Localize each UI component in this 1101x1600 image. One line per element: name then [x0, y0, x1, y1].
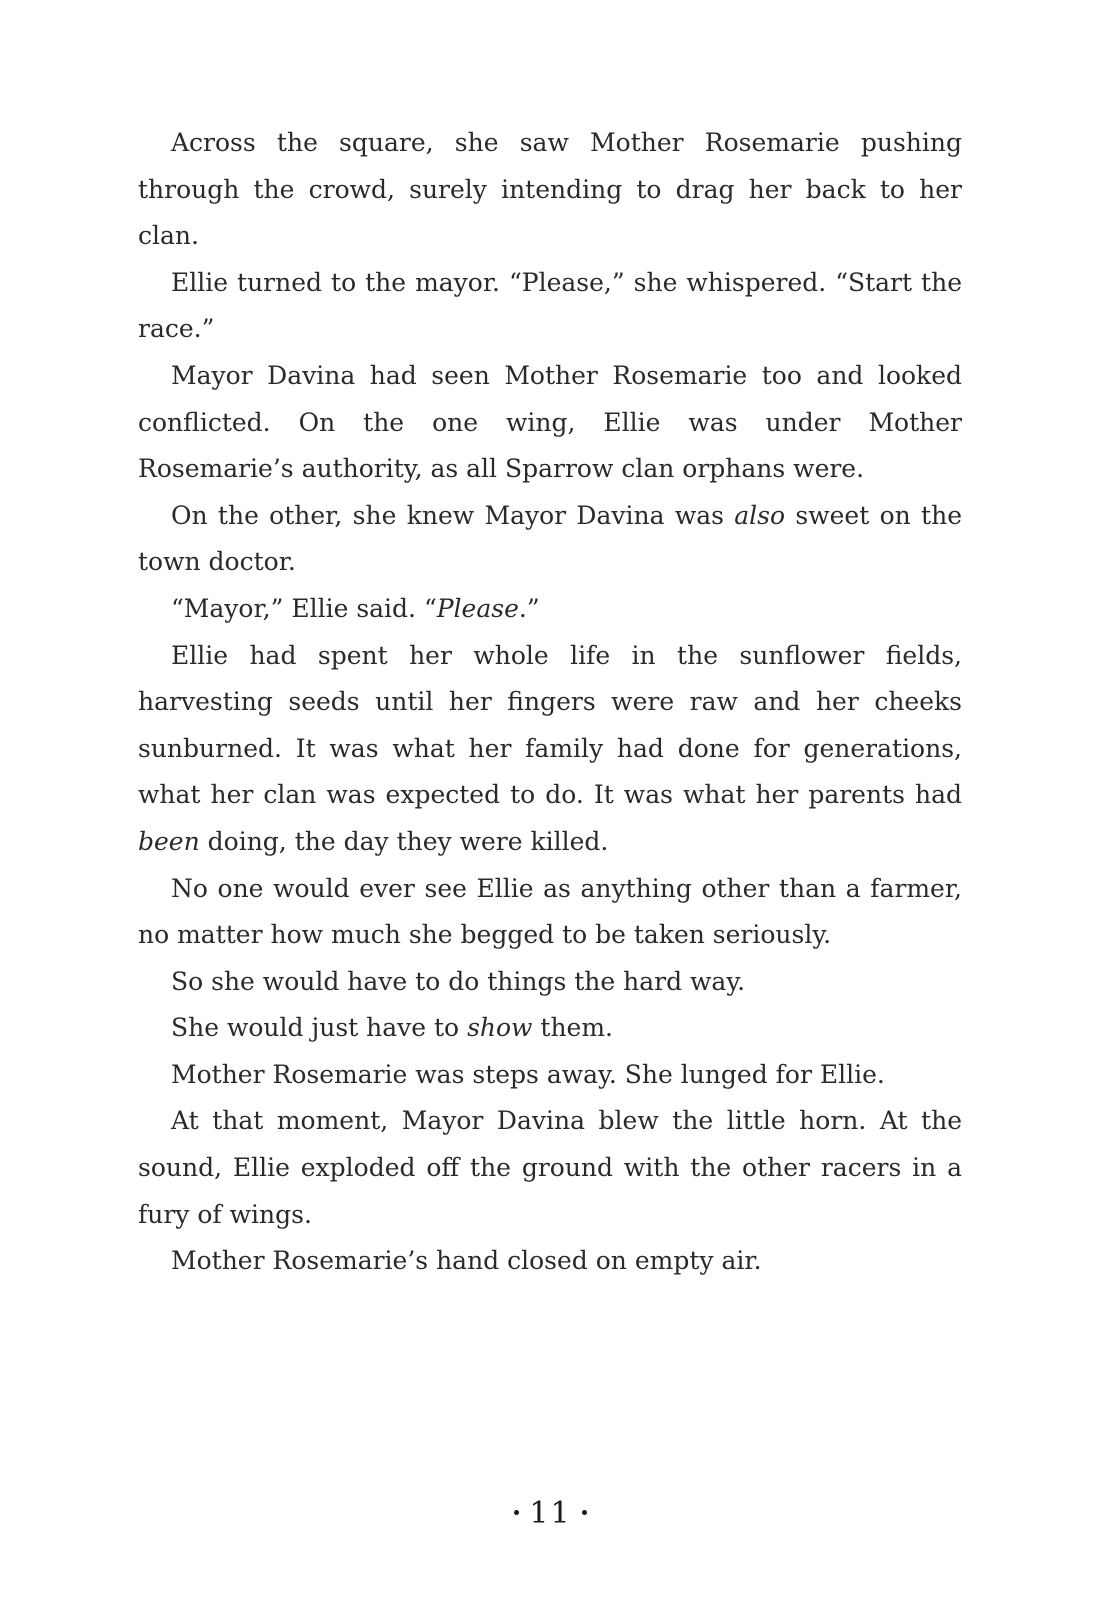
page-number [0, 1496, 1101, 1531]
italic-text: also [734, 500, 786, 530]
paragraph [138, 586, 962, 633]
text-run: sweet on the town doctor. [138, 500, 962, 577]
paragraph [138, 1052, 962, 1099]
text-run: them. [532, 1013, 613, 1043]
italic-text: show [467, 1013, 533, 1043]
italic-text: Please [436, 593, 519, 623]
text-run: Mayor Davina had seen Mother Rosemarie too and looked conflicted. On the one wing, Ellie was under Mother Rosemarie’s authority, as all Sparrow clan orphans were. [138, 360, 962, 484]
text-run: So she would have to do things the hard way. [171, 966, 746, 996]
paragraph [138, 633, 962, 866]
text-run: Ellie had spent her whole life in the sunflower fields, harvesting seeds until her fingers were raw and her cheeks sunburned. It was what her family had done for generations, what her clan was expected to do. It was what her parents had [138, 640, 962, 810]
paragraph [138, 120, 962, 260]
paragraph [138, 493, 962, 586]
text-run: doing, the day they were killed. [199, 826, 609, 856]
left-dot-ornament [514, 1510, 519, 1515]
text-run: .” [518, 593, 540, 623]
text-run: Across the square, she saw Mother Rosemarie pushing through the crowd, surely intending to drag her back to her clan. [138, 128, 962, 251]
text-run: On the other, she knew Mayor Davina was [171, 500, 735, 530]
paragraph [138, 1005, 962, 1052]
italic-text: been [138, 826, 200, 856]
page-number-value: 11 [529, 1496, 572, 1531]
paragraph [138, 353, 962, 493]
paragraph [138, 1238, 962, 1285]
text-run: She would just have to [171, 1013, 468, 1043]
text-run: At that moment, Mayor Davina blew the little horn. At the sound, Ellie exploded off the ground with the other racers in a fury of wings. [138, 1106, 962, 1229]
text-run: Mother Rosemarie was steps away. She lunged for Ellie. [171, 1059, 885, 1089]
text-run: “Mayor,” Ellie said. “ [171, 593, 437, 623]
text-run: Mother Rosemarie’s hand closed on empty air. [171, 1246, 762, 1276]
paragraph [138, 959, 962, 1006]
right-dot-ornament [582, 1510, 587, 1515]
text-run: Ellie turned to the mayor. “Please,” she whispered. “Start the race.” [138, 267, 962, 344]
paragraph [138, 866, 962, 959]
body-text [138, 120, 962, 1285]
paragraph [138, 1098, 962, 1238]
text-run: No one would ever see Ellie as anything other than a farmer, no matter how much she begged to be taken seriously. [138, 873, 962, 950]
paragraph [138, 260, 962, 353]
